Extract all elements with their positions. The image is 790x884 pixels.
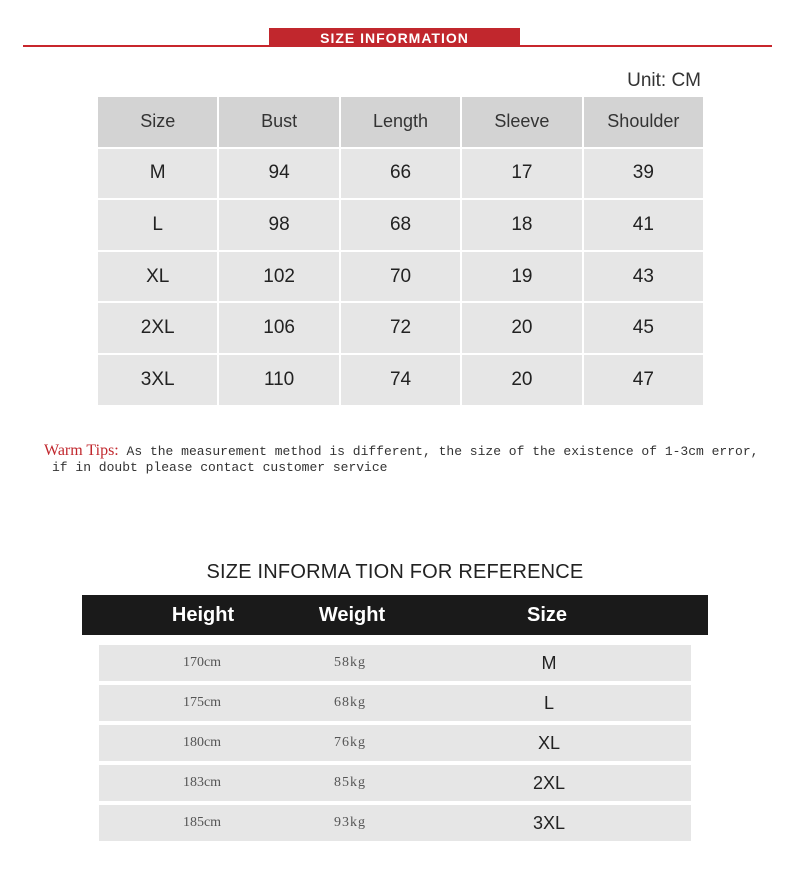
- table-cell: 43: [584, 252, 703, 304]
- weight-cell: 85kg: [334, 775, 366, 790]
- size-cell: XL: [537, 733, 561, 753]
- table-cell: 17: [462, 149, 583, 201]
- weight-cell: 93kg: [334, 815, 366, 830]
- size-cell: L: [543, 693, 554, 713]
- table-row: [98, 252, 703, 304]
- column-header: Size: [526, 604, 568, 626]
- table-row: [99, 645, 691, 681]
- column-header: Shoulder: [584, 97, 703, 149]
- size-table-header: [98, 97, 703, 149]
- warm-tips: [44, 443, 784, 476]
- size-table: [98, 97, 703, 407]
- table-cell: 94: [219, 149, 340, 201]
- table-cell: 39: [584, 149, 703, 201]
- header-title: SIZE INFORMATION: [320, 30, 469, 46]
- table-row: [98, 149, 703, 201]
- table-row: [99, 765, 691, 801]
- table-row: [99, 725, 691, 761]
- table-cell: 102: [219, 252, 340, 304]
- header-banner: [269, 28, 520, 47]
- weight-cell: 76kg: [334, 735, 366, 750]
- table-cell: L: [98, 200, 219, 252]
- table-cell: 41: [584, 200, 703, 252]
- height-cell: 170cm: [182, 655, 222, 670]
- table-cell: 45: [584, 303, 703, 355]
- column-header: Bust: [219, 97, 340, 149]
- table-cell: 20: [462, 355, 583, 407]
- weight-cell: 68kg: [334, 695, 366, 710]
- size-cell: M: [541, 653, 557, 673]
- unit-label: Unit: CM: [627, 70, 701, 91]
- height-cell: 185cm: [182, 815, 222, 830]
- reference-table-header: [82, 595, 708, 635]
- table-cell: 98: [219, 200, 340, 252]
- height-cell: 183cm: [182, 775, 222, 790]
- column-header: Height: [171, 604, 235, 626]
- table-cell: 70: [341, 252, 462, 304]
- table-cell: 20: [462, 303, 583, 355]
- size-cell: 2XL: [532, 773, 566, 793]
- table-row: [99, 685, 691, 721]
- table-row: [98, 200, 703, 252]
- table-row: [98, 355, 703, 407]
- table-cell: 19: [462, 252, 583, 304]
- table-cell: 66: [341, 149, 462, 201]
- table-cell: XL: [98, 252, 219, 304]
- column-header: Length: [341, 97, 462, 149]
- height-cell: 175cm: [182, 695, 222, 710]
- table-cell: 2XL: [98, 303, 219, 355]
- warm-tips-label: Warm Tips:: [44, 442, 119, 459]
- reference-title: SIZE INFORMA TION FOR REFERENCE: [206, 561, 584, 583]
- warm-tips-text: As the measurement method is different, the size of the existence of 1-3cm error,: [118, 444, 759, 459]
- weight-cell: 58kg: [334, 655, 366, 670]
- height-cell: 180cm: [182, 735, 222, 750]
- table-cell: 68: [341, 200, 462, 252]
- column-header: Weight: [318, 604, 386, 626]
- table-cell: 47: [584, 355, 703, 407]
- table-row: [99, 805, 691, 841]
- table-cell: 110: [219, 355, 340, 407]
- warm-tips-text-line2: if in doubt please contact customer service: [52, 460, 388, 475]
- column-header: Sleeve: [462, 97, 583, 149]
- column-header: Size: [98, 97, 219, 149]
- table-cell: 72: [341, 303, 462, 355]
- table-cell: 74: [341, 355, 462, 407]
- table-row: [98, 303, 703, 355]
- table-cell: 106: [219, 303, 340, 355]
- table-cell: M: [98, 149, 219, 201]
- table-cell: 18: [462, 200, 583, 252]
- table-cell: 3XL: [98, 355, 219, 407]
- size-cell: 3XL: [532, 813, 566, 833]
